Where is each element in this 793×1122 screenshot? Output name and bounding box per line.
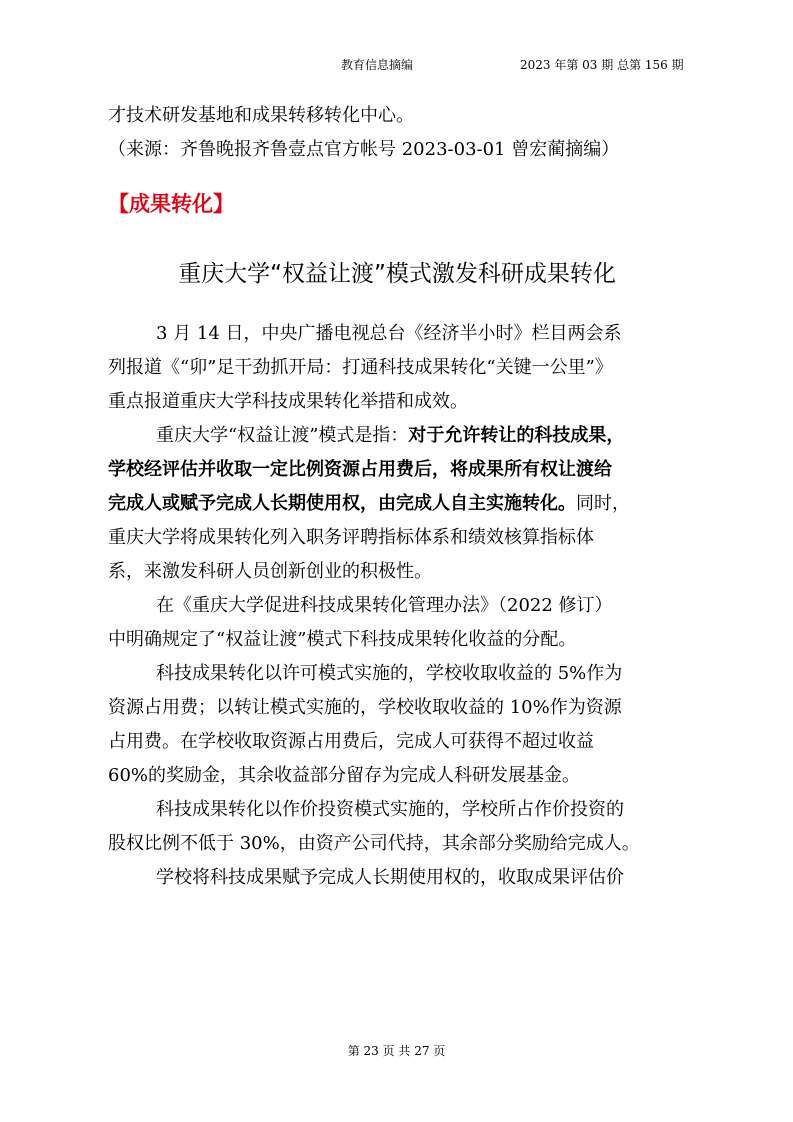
prev-article-tail: 才技术研发基地和成果转移转化中心。 — [108, 105, 414, 126]
paragraph-2 — [108, 419, 686, 589]
paragraph-line: 60%的奖励金，其余收益部分留存为完成人科研发展基金。 — [108, 765, 581, 786]
paragraph-line: 重庆大学将成果转化列入职务评聘指标体系和绩效核算指标体 — [108, 527, 594, 548]
prev-article-source: （来源：齐鲁晚报齐鲁壹点官方帐号 2023-03-01 曾宏蔺摘编） — [108, 139, 620, 160]
text-bold: 完成人或赋予完成人长期使用权，由完成人自主实施转化。 — [108, 493, 576, 514]
text-normal: 重庆大学“权益让渡”模式是指： — [156, 425, 409, 446]
page-footer — [0, 1042, 793, 1059]
page-header — [0, 54, 793, 74]
paragraph-line: 在《重庆大学促进科技成果转化管理办法》（2022 修订） — [156, 595, 613, 616]
paragraph-line: 系，来激发科研人员创新创业的积极性。 — [108, 561, 432, 582]
paragraph-5 — [108, 793, 686, 861]
text-normal: 同时， — [576, 493, 630, 514]
issue-info: 2023 年第 03 期 总第 156 期 — [520, 58, 684, 72]
header-divider — [104, 76, 692, 77]
paragraph-line: 股权比例不低于 30%，由资产公司代持，其余部分奖励给完成人。 — [108, 833, 640, 854]
article-title: 重庆大学“权益让渡”模式激发科研成果转化 — [178, 261, 616, 287]
paragraph-4 — [108, 657, 686, 793]
paragraph-line — [108, 487, 686, 521]
text-bold: 对于允许转让的科技成果， — [408, 425, 625, 446]
paragraph-line: 科技成果转化以许可模式实施的，学校收取收益的 5%作为 — [156, 663, 623, 684]
paragraph-6 — [108, 861, 686, 895]
page-body — [108, 99, 686, 895]
paragraph-3 — [108, 589, 686, 657]
paragraph-line: 3 月 14 日，中央广播电视总台《经济半小时》栏目两会系 — [156, 323, 622, 344]
paragraph-1 — [108, 317, 686, 419]
paragraph-line: 科技成果转化以作价投资模式实施的，学校所占作价投资的 — [156, 799, 624, 820]
paragraph-line: 列报道《“卯”足干劲抓开局：打通科技成果转化“关键一公里”》 — [108, 357, 613, 378]
paragraph-line: 学校经评估并收取一定比例资源占用费后，将成果所有权让渡给 — [108, 459, 612, 480]
page-number: 第 23 页 共 27 页 — [347, 1044, 446, 1058]
paragraph-line: 重点报道重庆大学科技成果转化举措和成效。 — [108, 391, 468, 412]
paragraph-line: 学校将科技成果赋予完成人长期使用权的，收取成果评估价 — [156, 867, 624, 888]
section-tag: 【成果转化】 — [108, 192, 234, 216]
paragraph-line: 中明确规定了“权益让渡”模式下科技成果转化收益的分配。 — [108, 629, 577, 650]
paragraph-line — [108, 419, 686, 453]
paragraph-line: 占用费。在学校收取资源占用费后，完成人可获得不超过收益 — [108, 731, 594, 752]
paragraph-line: 资源占用费；以转让模式实施的，学校收取收益的 10%作为资源 — [108, 697, 622, 718]
journal-name: 教育信息摘编 — [341, 58, 414, 72]
